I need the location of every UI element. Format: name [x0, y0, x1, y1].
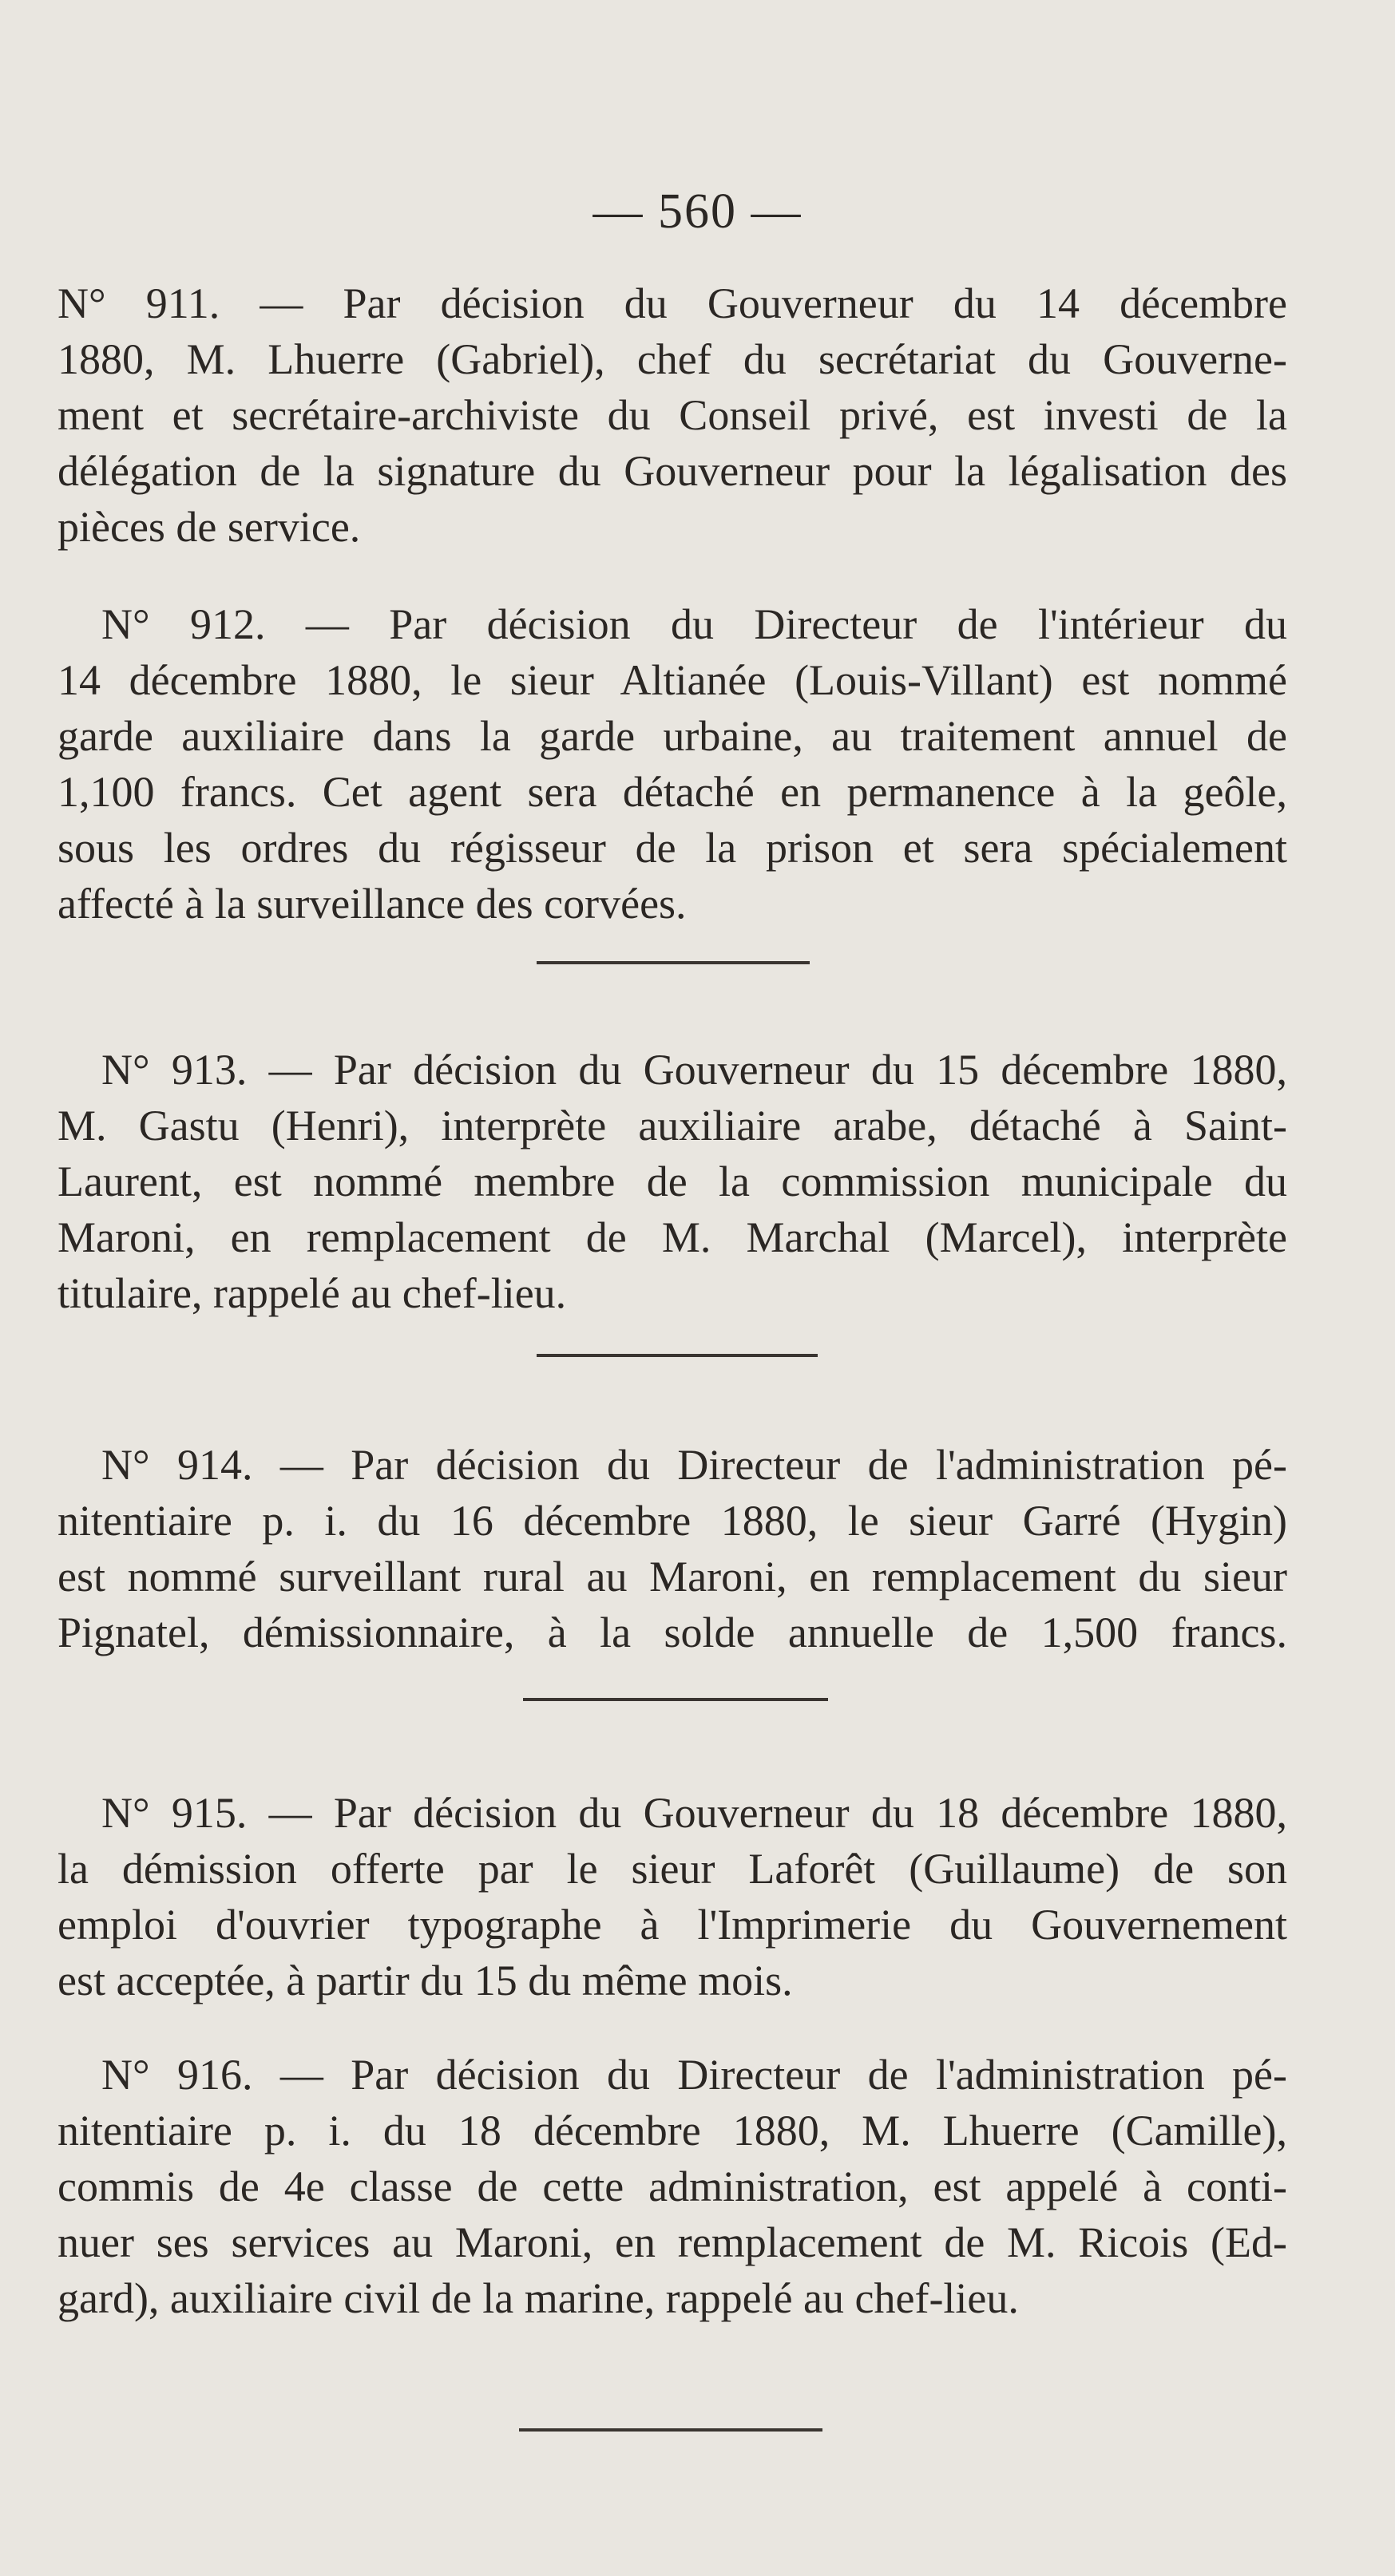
entry-line: N° 913. — Par décision du Gouverneur du 15 décembre 1880,	[101, 1046, 1287, 1094]
entry-line: 1880, M. Lhuerre (Gabriel), chef du secrétariat du Gouverne-	[57, 335, 1287, 383]
entry-line: nitentiaire p. i. du 16 décembre 1880, le sieur Garré (Hygin)	[57, 1497, 1287, 1545]
entry-line: commis de 4e classe de cette administration, est appelé à conti-	[57, 2162, 1287, 2210]
entry-915	[57, 1785, 1287, 2008]
entry-912	[57, 596, 1287, 932]
separator-rule	[523, 1698, 828, 1701]
entry-line: 1,100 francs. Cet agent sera détaché en permanence à la geôle,	[57, 768, 1287, 816]
entry-line: nitentiaire p. i. du 18 décembre 1880, M. Lhuerre (Camille),	[57, 2107, 1287, 2155]
entry-line: est acceptée, à partir du 15 du même mois.	[57, 1957, 793, 2004]
entry-line: M. Gastu (Henri), interprète auxiliaire arabe, détaché à Saint-	[57, 1102, 1287, 1150]
entry-line: Maroni, en remplacement de M. Marchal (Marcel), interprète	[57, 1213, 1287, 1261]
entry-line: sous les ordres du régisseur de la prison et sera spécialement	[57, 824, 1287, 872]
entry-line: affecté à la surveillance des corvées.	[57, 880, 687, 928]
entry-line: Laurent, est nommé membre de la commission municipale du	[57, 1157, 1287, 1205]
entry-line: est nommé surveillant rural au Maroni, en remplacement du sieur	[57, 1553, 1287, 1601]
entry-line: titulaire, rappelé au chef-lieu.	[57, 1269, 567, 1317]
entry-line: emploi d'ouvrier typographe à l'Imprimerie du Gouvernement	[57, 1901, 1287, 1949]
entry-line: ment et secrétaire-archiviste du Conseil privé, est investi de la	[57, 391, 1287, 439]
entry-line: N° 915. — Par décision du Gouverneur du 18 décembre 1880,	[101, 1789, 1287, 1837]
entry-line: pièces de service.	[57, 503, 361, 551]
separator-rule	[537, 961, 810, 964]
entry-line: Pignatel, démissionnaire, à la solde annuelle de 1,500 francs.	[57, 1609, 1287, 1656]
entry-line: 14 décembre 1880, le sieur Altianée (Louis-Villant) est nommé	[57, 656, 1287, 704]
entry-line: la démission offerte par le sieur Laforêt (Guillaume) de son	[57, 1845, 1287, 1893]
entry-line: N° 916. — Par décision du Directeur de l'administration pé-	[101, 2051, 1287, 2099]
entry-line: délégation de la signature du Gouverneur pour la légalisation des	[57, 447, 1287, 495]
entry-911	[57, 275, 1287, 555]
entry-line: gard), auxiliaire civil de la marine, rappelé au chef-lieu.	[57, 2274, 1019, 2322]
page-number: — 560 —	[592, 184, 803, 239]
separator-rule	[519, 2428, 822, 2432]
entry-line: N° 912. — Par décision du Directeur de l'intérieur du	[101, 600, 1287, 648]
entry-line: garde auxiliaire dans la garde urbaine, au traitement annuel de	[57, 712, 1287, 760]
entry-914	[57, 1437, 1287, 1660]
separator-rule	[537, 1354, 818, 1357]
entry-line: N° 911. — Par décision du Gouverneur du 14 décembre	[57, 279, 1287, 327]
entry-913	[57, 1042, 1287, 1321]
entry-line: N° 914. — Par décision du Directeur de l'administration pé-	[101, 1441, 1287, 1489]
entry-916	[57, 2047, 1287, 2326]
entry-line: nuer ses services au Maroni, en remplacement de M. Ricois (Ed-	[57, 2218, 1287, 2266]
